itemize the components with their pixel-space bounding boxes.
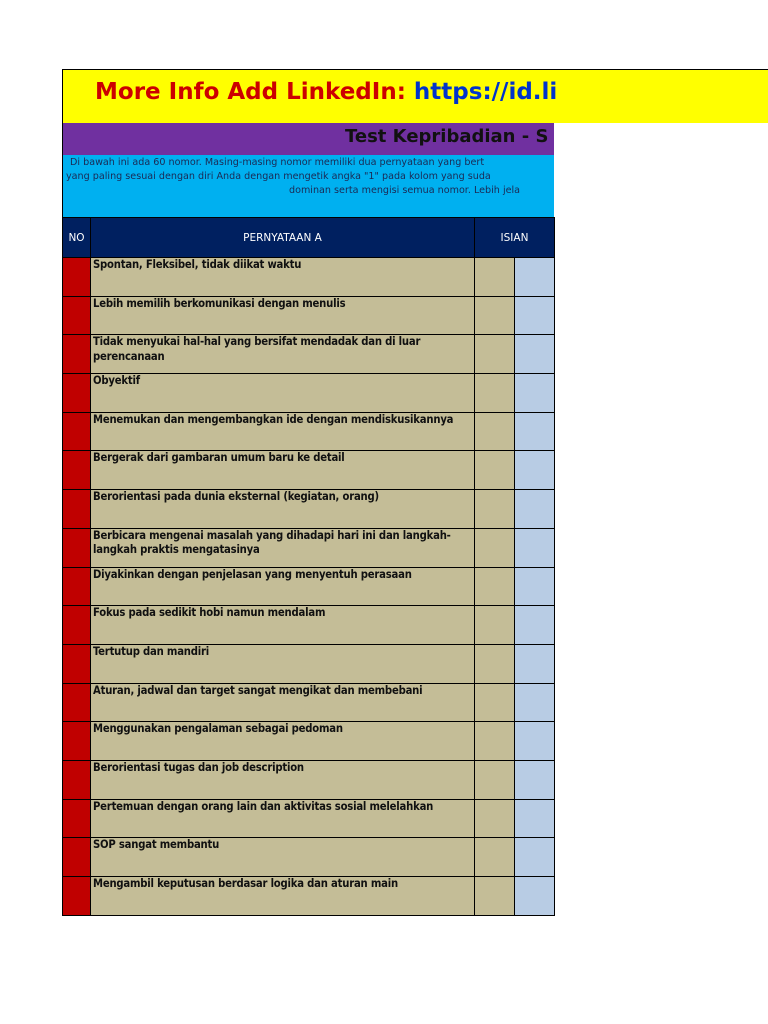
row-number: 2 [63, 296, 91, 335]
answer-cell-b[interactable] [515, 412, 555, 451]
table-row [63, 490, 555, 529]
row-number: 3 [63, 335, 91, 374]
answer-cell-a[interactable] [475, 451, 515, 490]
statement-cell: Berbicara mengenai masalah yang dihadapi hari ini dan langkah-langkah praktis mengatasinya [91, 528, 475, 567]
statement-cell: Tidak menyukai hal-hal yang bersifat mendadak dan di luar perencanaan [91, 335, 475, 374]
table-row [63, 644, 555, 683]
statement-cell: Mengambil keputusan berdasar logika dan aturan main [91, 877, 475, 916]
answer-cell-b[interactable] [515, 258, 555, 297]
answer-cell-b[interactable] [515, 683, 555, 722]
header-answer: ISIAN [475, 218, 555, 258]
table-row [63, 374, 555, 413]
answer-cell-b[interactable] [515, 374, 555, 413]
answer-cell-a[interactable] [475, 683, 515, 722]
answer-cell-b[interactable] [515, 644, 555, 683]
instructions-line-2: yang paling sesuai dengan diri Anda dengan mengetik angka "1" pada kolom yang suda [66, 171, 491, 182]
answer-cell-a[interactable] [475, 412, 515, 451]
answer-cell-b[interactable] [515, 451, 555, 490]
table-row [63, 528, 555, 567]
answer-cell-a[interactable] [475, 258, 515, 297]
table-row [63, 722, 555, 761]
table-row [63, 877, 555, 916]
statement-cell: Fokus pada sedikit hobi namun mendalam [91, 606, 475, 645]
title-band [62, 123, 554, 155]
row-number: 5 [63, 412, 91, 451]
instructions-line-1: Di bawah ini ada 60 nomor. Masing-masing nomor memiliki dua pernyataan yang bert [70, 157, 485, 168]
header-no: NO [63, 218, 91, 258]
answer-cell-b[interactable] [515, 567, 555, 606]
answer-cell-a[interactable] [475, 335, 515, 374]
header-statement: PERNYATAAN A [91, 218, 475, 258]
table-row [63, 296, 555, 335]
table-header-row [63, 218, 555, 258]
row-number: 17 [63, 877, 91, 916]
answer-cell-a[interactable] [475, 644, 515, 683]
table-row [63, 606, 555, 645]
table-row [63, 451, 555, 490]
instructions-line-3: dominan serta mengisi semua nomor. Lebih jela [289, 185, 521, 196]
statement-cell: Berorientasi tugas dan job description [91, 760, 475, 799]
statement-cell: Pertemuan dengan orang lain dan aktivitas sosial melelahkan [91, 799, 475, 838]
table-row [63, 258, 555, 297]
answer-cell-a[interactable] [475, 528, 515, 567]
statement-cell: Menemukan dan mengembangkan ide dengan mendiskusikannya [91, 412, 475, 451]
statement-cell: Tertutup dan mandiri [91, 644, 475, 683]
table-row [63, 838, 555, 877]
questions-table [62, 217, 555, 916]
answer-cell-b[interactable] [515, 606, 555, 645]
answer-cell-b[interactable] [515, 335, 555, 374]
row-number: 7 [63, 490, 91, 529]
table-row [63, 760, 555, 799]
row-number: 15 [63, 799, 91, 838]
statement-cell: Berorientasi pada dunia eksternal (kegiatan, orang) [91, 490, 475, 529]
row-number: 12 [63, 683, 91, 722]
linkedin-banner [62, 69, 768, 123]
row-number: 16 [63, 838, 91, 877]
row-number: 4 [63, 374, 91, 413]
statement-cell: SOP sangat membantu [91, 838, 475, 877]
row-number: 8 [63, 528, 91, 567]
row-number: 1 [63, 258, 91, 297]
answer-cell-b[interactable] [515, 838, 555, 877]
worksheet [62, 69, 768, 217]
answer-cell-a[interactable] [475, 799, 515, 838]
table-row [63, 683, 555, 722]
row-number: 9 [63, 567, 91, 606]
answer-cell-a[interactable] [475, 374, 515, 413]
answer-cell-b[interactable] [515, 528, 555, 567]
row-number: 14 [63, 760, 91, 799]
statement-cell: Bergerak dari gambaran umum baru ke detail [91, 451, 475, 490]
table-row [63, 567, 555, 606]
banner-url-link[interactable]: https://id.li [413, 79, 558, 105]
answer-cell-a[interactable] [475, 296, 515, 335]
answer-cell-b[interactable] [515, 722, 555, 761]
statement-cell: Menggunakan pengalaman sebagai pedoman [91, 722, 475, 761]
table-row [63, 799, 555, 838]
row-number: 6 [63, 451, 91, 490]
answer-cell-a[interactable] [475, 567, 515, 606]
banner-label: More Info Add LinkedIn: [95, 79, 414, 105]
answer-cell-a[interactable] [475, 490, 515, 529]
statement-cell: Diyakinkan dengan penjelasan yang menyentuh perasaan [91, 567, 475, 606]
answer-cell-b[interactable] [515, 877, 555, 916]
banner-text [95, 79, 557, 105]
statement-cell: Spontan, Fleksibel, tidak diikat waktu [91, 258, 475, 297]
statement-cell: Obyektif [91, 374, 475, 413]
answer-cell-a[interactable] [475, 722, 515, 761]
statement-cell: Aturan, jadwal dan target sangat mengikat dan membebani [91, 683, 475, 722]
answer-cell-b[interactable] [515, 296, 555, 335]
answer-cell-b[interactable] [515, 490, 555, 529]
answer-cell-a[interactable] [475, 760, 515, 799]
table-row [63, 335, 555, 374]
answer-cell-a[interactable] [475, 838, 515, 877]
instructions-band [62, 155, 554, 217]
answer-cell-a[interactable] [475, 877, 515, 916]
answer-cell-b[interactable] [515, 760, 555, 799]
statement-cell: Lebih memilih berkomunikasi dengan menulis [91, 296, 475, 335]
row-number: 13 [63, 722, 91, 761]
row-number: 11 [63, 644, 91, 683]
table-row [63, 412, 555, 451]
answer-cell-b[interactable] [515, 799, 555, 838]
table-body [63, 258, 555, 916]
row-number: 10 [63, 606, 91, 645]
answer-cell-a[interactable] [475, 606, 515, 645]
sheet-title: Test Kepribadian - S [345, 126, 549, 147]
